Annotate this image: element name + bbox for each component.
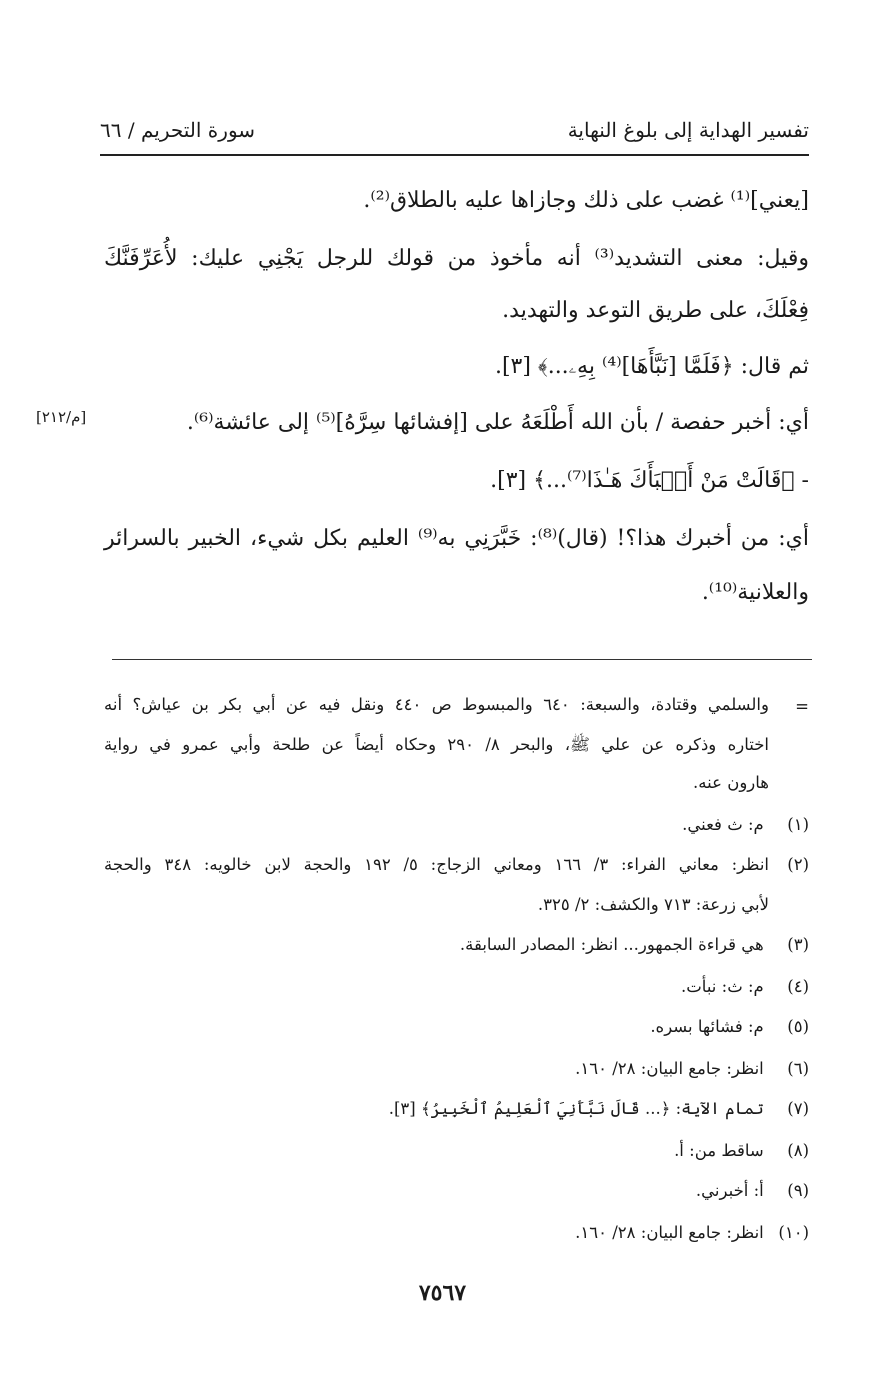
header-rule [100,154,809,156]
footnote-2: (٢) [787,855,809,874]
manuscript-margin-ref: [م/٢١٢] [36,408,87,426]
footnote-2-text-cont: لأبي زرعة: ٧١٣ والكشف: ٢/ ٣٢٥. [537,895,769,914]
body-line-1: [يعني]⁽¹⁾ غضب على ذلك وجازاها عليه بالطلاق⁽²⁾. [363,188,809,213]
surah-title: سورة التحريم / ٦٦ [100,118,256,142]
footnote-6: (٦) انظر: جامع البيان: ٢٨/ ١٦٠. [575,1059,809,1078]
body-line-7: أي: من أخبرك هذا؟! (قال)⁽⁸⁾: خَبَّرَنِي به⁽⁹⁾ العليم بكل شيء، الخبير بالسرائر [104,526,809,551]
running-header [100,112,809,148]
footnote-rule [112,659,812,660]
body-line-6: - ﴿قَالَتْ مَنْ أَنۢبَأَكَ هَـٰذَا⁽⁷⁾...﴾ [٣]. [490,468,809,493]
footnote-8: (٨) ساقط من: أ. [674,1141,809,1160]
footnote-5: (٥) م: فشائها بسره. [650,1017,809,1036]
footnote-10: (١٠) انظر: جامع البيان: ٢٨/ ١٦٠. [575,1223,809,1242]
body-line-5: أي: أخبر حفصة / بأن الله أَطْلَعَهُ على [إفشائها سِرَّهُ]⁽⁵⁾ إلى عائشة⁽⁶⁾. [186,410,809,435]
body-line-8: والعلانية⁽¹⁰⁾. [701,580,809,605]
footnote-9: (٩) أ: أخبرني. [695,1181,809,1200]
body-line-3: فِعْلَكَ، على طريق التوعد والتهديد. [502,298,809,323]
body-line-2: وقيل: معنى التشديد⁽³⁾ أنه مأخوذ من قولك للرجل يَجْنِي عليك: لأُعَرِّفَنَّكَ [104,246,810,271]
book-title: تفسير الهداية إلى بلوغ النهاية [567,118,809,142]
footnote-4: (٤) م: ث: نبأت. [681,977,809,996]
footnote-3: (٣) هي قراءة الجمهور... انظر: المصادر السابقة. [459,935,809,954]
footnote-continuation-line-3: هارون عنه. [693,773,769,792]
footnote-2-text: انظر: معاني الفراء: ٣/ ١٦٦ ومعاني الزجاج: ٥/ ١٩٢ والحجة لابن خالويه: ٣٤٨ والحجة [104,855,770,874]
footnote-1: (١) م: ث فعني. [682,815,809,834]
footnote-continuation-marker: = [795,697,809,716]
footnote-continuation-line-2: اختاره وذكره عن علي ﷺ، والبحر ٨/ ٢٩٠ وحكاه أيضاً عن طلحة وأبي عمرو في رواية [104,735,769,754]
footnote-7: (٧) تمام الآية: ﴿... قَالَ نَبَّأَنِيَ ٱلْعَلِيمُ ٱلْخَبِيرُ﴾ [٣]. [388,1099,809,1118]
body-line-4: ثم قال: ﴿فَلَمَّا [نَبَّأَهَا]⁽⁴⁾ بِهِۦ...﴾ [٣]. [494,354,809,379]
footnote-continuation-line-1: والسلمي وقتادة، والسبعة: ٦٤٠ والمبسوط ص ٤٤٠ ونقل فيه عن أبي بكر بن عياش؟ أنه [104,695,769,714]
page-number: ٧٥٦٧ [418,1280,467,1306]
